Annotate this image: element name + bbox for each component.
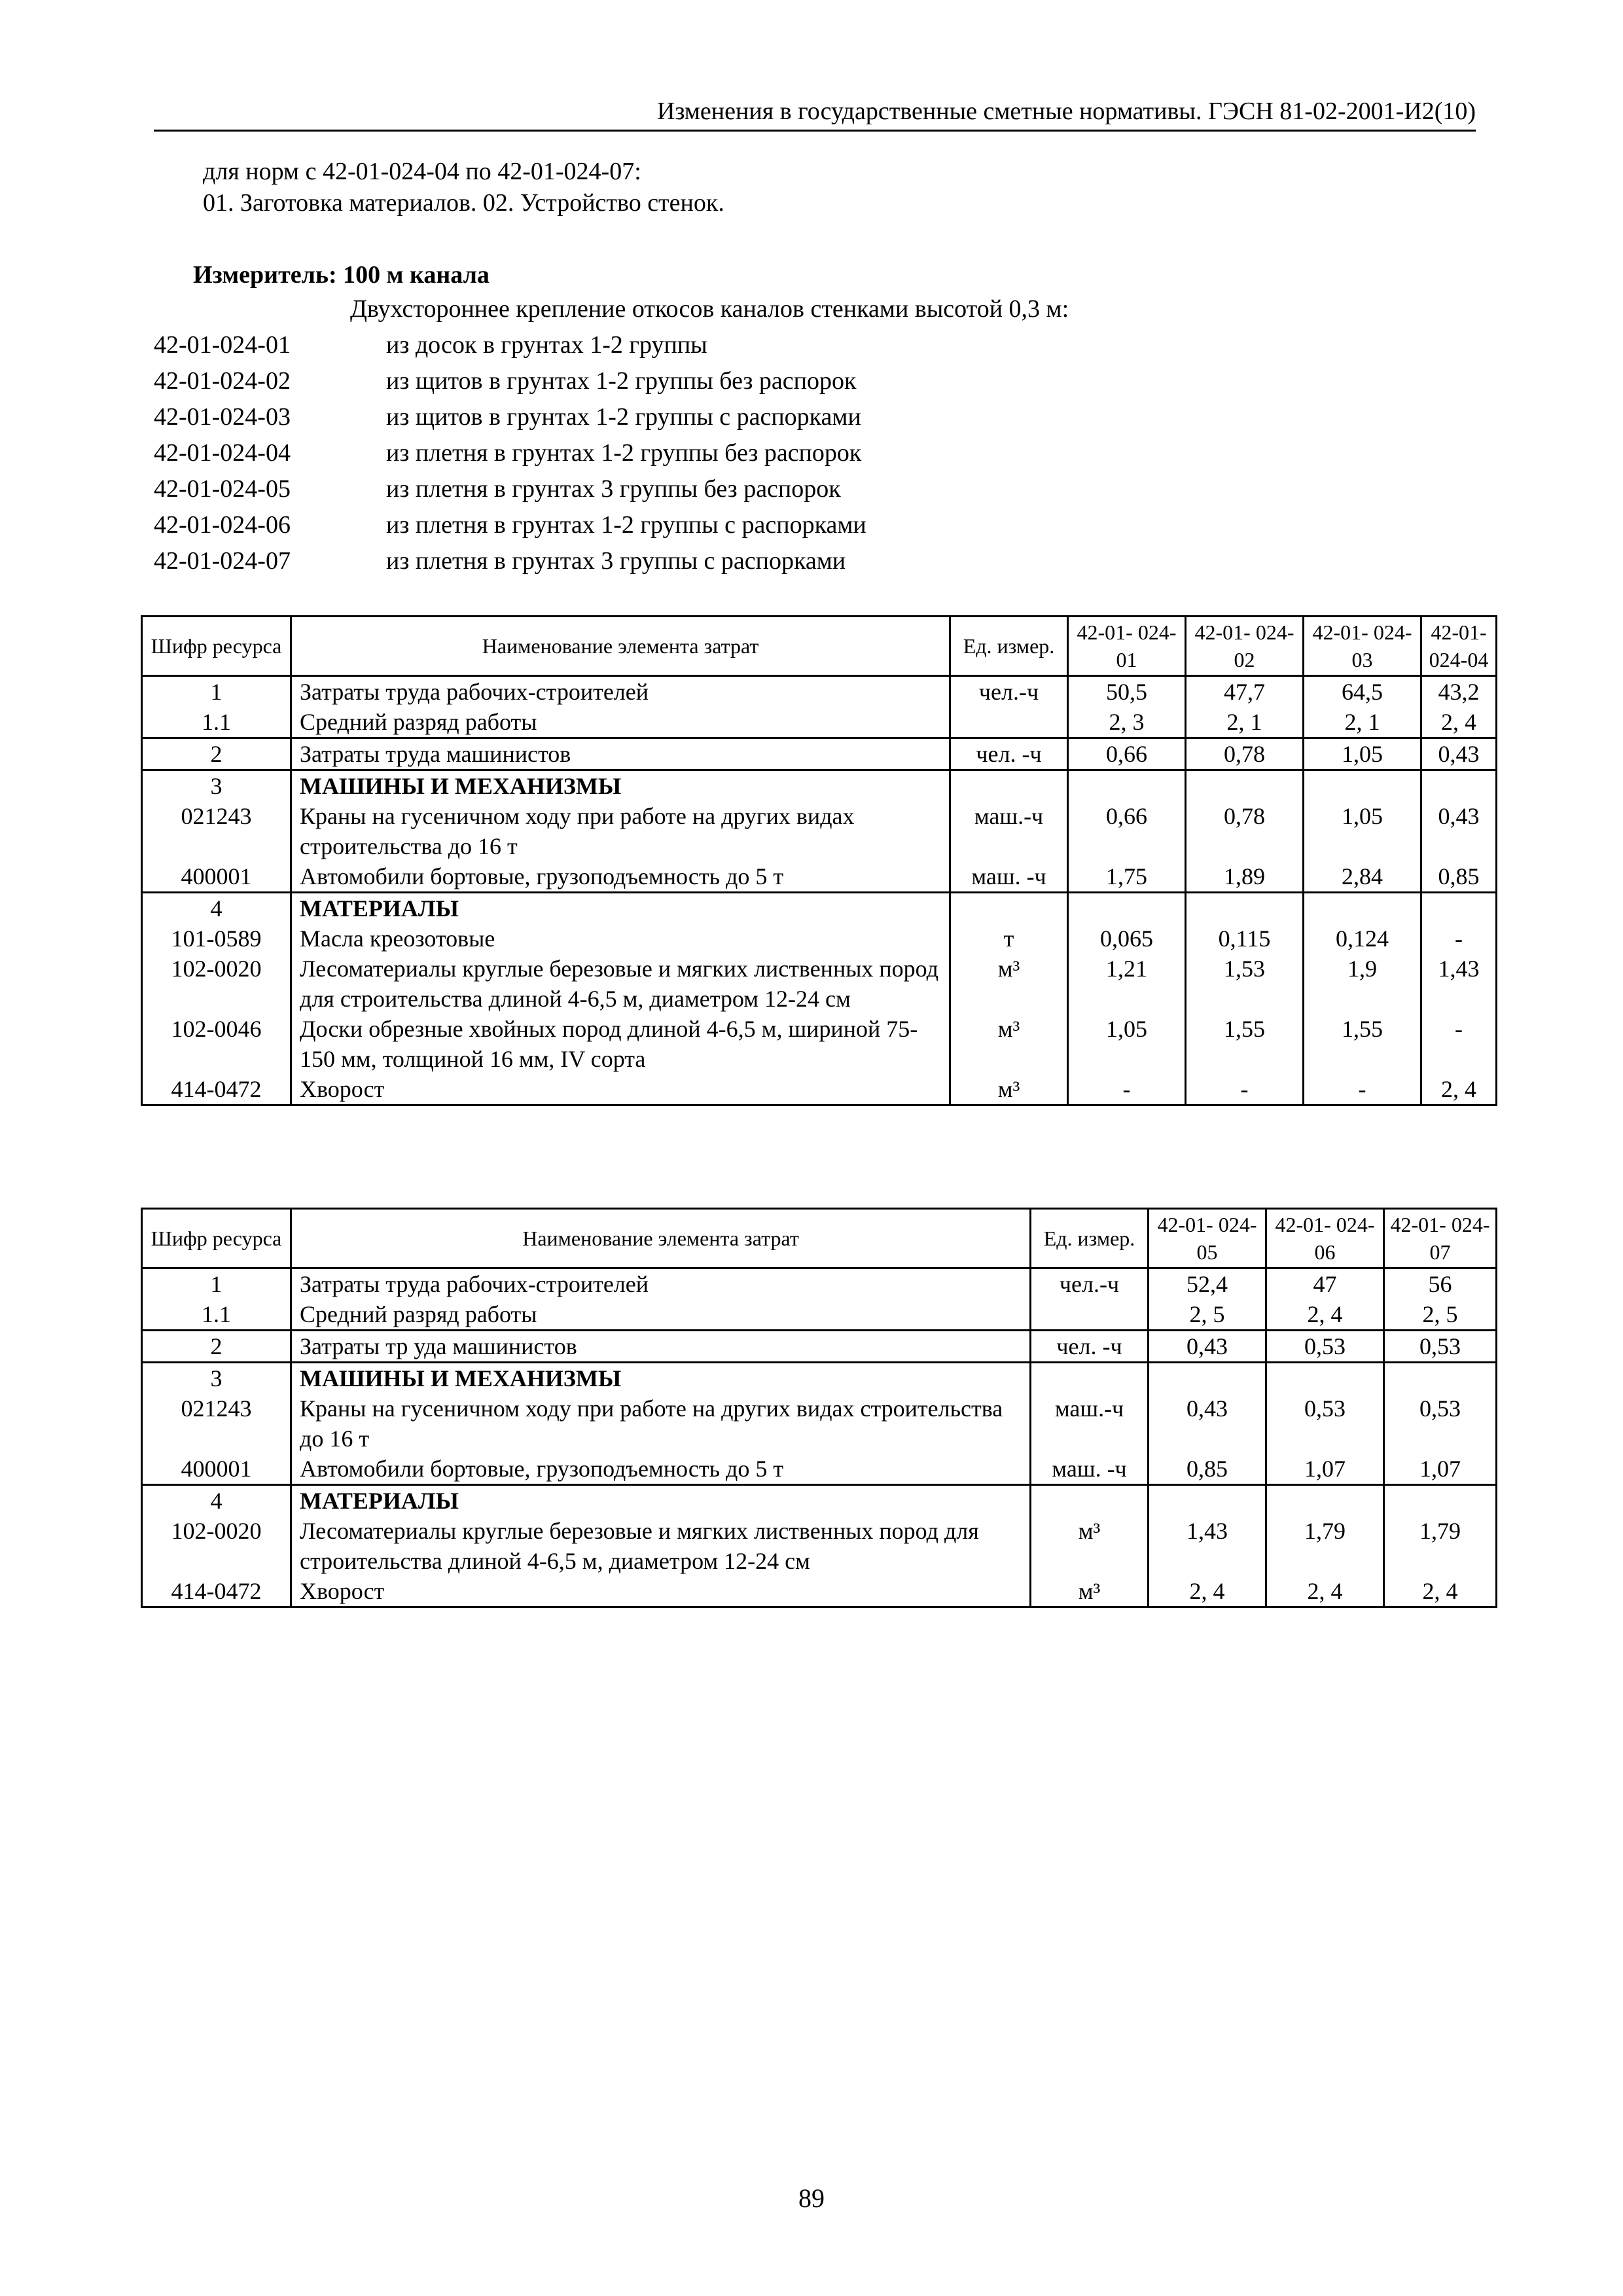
cell-value: 2, 1 bbox=[1186, 707, 1304, 738]
cell-value: - bbox=[1304, 1074, 1421, 1105]
subtitle: Двухстороннее крепление откосов каналов стенками высотой 0,3 м: bbox=[350, 295, 1069, 323]
cell-value: 1,79 bbox=[1384, 1516, 1497, 1576]
cell-value: 2, 1 bbox=[1304, 707, 1421, 738]
cell-unit: чел. -ч bbox=[950, 738, 1068, 770]
header-unit: Ед. измер. bbox=[1031, 1209, 1149, 1268]
cell-name: Хворост bbox=[291, 1074, 950, 1105]
cell-value: 0,78 bbox=[1186, 738, 1304, 770]
cell-code: 1 bbox=[142, 1268, 291, 1300]
table-row bbox=[142, 1576, 1497, 1607]
cell-value: 1,79 bbox=[1266, 1516, 1384, 1576]
cell-value: 0,66 bbox=[1068, 738, 1186, 770]
cell-value: 2, 4 bbox=[1266, 1299, 1384, 1331]
table-row bbox=[142, 738, 1497, 770]
cell-value: 47,7 bbox=[1186, 676, 1304, 708]
header-norm: 42-01- 024-03 bbox=[1304, 617, 1421, 676]
cell-value: 0,43 bbox=[1149, 1393, 1266, 1454]
norm-code: 42-01-024-05 bbox=[154, 475, 291, 503]
cell-code: 2 bbox=[142, 1331, 291, 1363]
norm-desc: из плетня в грунтах 3 группы без распорок bbox=[386, 475, 841, 503]
table-row bbox=[142, 1393, 1497, 1454]
cell-code: 3 bbox=[142, 1363, 291, 1394]
cell-code: 101-0589 bbox=[142, 924, 291, 954]
cell-value: 2, 4 bbox=[1149, 1576, 1266, 1607]
running-header: Изменения в государственные сметные нормативы. ГЭСН 81-02-2001-И2(10) bbox=[154, 98, 1476, 132]
cell-value: - bbox=[1186, 1074, 1304, 1105]
cell-value: 1,43 bbox=[1421, 954, 1497, 1014]
header-norm: 42-01- 024-01 bbox=[1068, 617, 1186, 676]
cell-name: Доски обрезные хвойных пород длиной 4-6,5 м, шириной 75-150 мм, толщиной 16 мм, IV сорта bbox=[291, 1014, 950, 1074]
cell-value: 43,2 bbox=[1421, 676, 1497, 708]
cell-value: 0,53 bbox=[1384, 1393, 1497, 1454]
cell-name: Хворост bbox=[291, 1576, 1031, 1607]
cell-value: 2, 4 bbox=[1421, 1074, 1497, 1105]
cell-code: 400001 bbox=[142, 1454, 291, 1485]
cell-code: 1.1 bbox=[142, 1299, 291, 1331]
norm-code: 42-01-024-01 bbox=[154, 331, 291, 359]
norm-code: 42-01-024-04 bbox=[154, 439, 291, 467]
header-norm: 42-01- 024-04 bbox=[1421, 617, 1497, 676]
norm-desc: из щитов в грунтах 1-2 группы без распорок bbox=[386, 367, 857, 395]
cell-value: 2,84 bbox=[1304, 861, 1421, 893]
norm-desc: из плетня в грунтах 1-2 группы с распорками bbox=[386, 511, 866, 539]
cell-value: 0,53 bbox=[1266, 1331, 1384, 1363]
cell-code: 1.1 bbox=[142, 707, 291, 738]
norm-desc: из щитов в грунтах 1-2 группы с распорками bbox=[386, 403, 861, 431]
section-heading: МАШИНЫ И МЕХАНИЗМЫ bbox=[291, 1363, 1031, 1394]
table-row bbox=[142, 893, 1497, 924]
cell-value: 0,85 bbox=[1149, 1454, 1266, 1485]
cell-value: - bbox=[1068, 1074, 1186, 1105]
table-row bbox=[142, 954, 1497, 1014]
cell-unit: маш. -ч bbox=[1031, 1454, 1149, 1485]
cell-unit: чел. -ч bbox=[1031, 1331, 1149, 1363]
cell-name: Затраты труда рабочих-строителей bbox=[291, 676, 950, 708]
header-norm: 42-01- 024-06 bbox=[1266, 1209, 1384, 1268]
header-name: Наименование элемента затрат bbox=[291, 1209, 1031, 1268]
cell-name: Лесоматериалы круглые березовые и мягких лиственных пород для строительства длиной 4-6,5 м, диаметром 12-24 см bbox=[291, 954, 950, 1014]
header-name: Наименование элемента затрат bbox=[291, 617, 950, 676]
table-row bbox=[142, 801, 1497, 861]
table-row bbox=[142, 1074, 1497, 1105]
cell-value: 1,55 bbox=[1186, 1014, 1304, 1074]
cell-value: 0,115 bbox=[1186, 924, 1304, 954]
norm-desc: из досок в грунтах 1-2 группы bbox=[386, 331, 707, 359]
table-row bbox=[142, 1331, 1497, 1363]
cell-value: 2, 5 bbox=[1149, 1299, 1266, 1331]
cell-unit: м³ bbox=[1031, 1516, 1149, 1576]
cell-name: Краны на гусеничном ходу при работе на других видах строительства до 16 т bbox=[291, 801, 950, 861]
cell-code: 414-0472 bbox=[142, 1576, 291, 1607]
cell-unit: маш.-ч bbox=[950, 801, 1068, 861]
cell-value: 0,78 bbox=[1186, 801, 1304, 861]
cell-value: 50,5 bbox=[1068, 676, 1186, 708]
cell-value: 1,53 bbox=[1186, 954, 1304, 1014]
table-row bbox=[142, 1454, 1497, 1485]
cell-value: 52,4 bbox=[1149, 1268, 1266, 1300]
cell-value: 0,53 bbox=[1266, 1393, 1384, 1454]
cell-code: 021243 bbox=[142, 1393, 291, 1454]
cell-value: 1,07 bbox=[1384, 1454, 1497, 1485]
cell-value: 2, 4 bbox=[1421, 707, 1497, 738]
cell-value: 0,43 bbox=[1149, 1331, 1266, 1363]
cell-code: 4 bbox=[142, 1485, 291, 1516]
cell-code: 102-0020 bbox=[142, 954, 291, 1014]
norm-code: 42-01-024-03 bbox=[154, 403, 291, 431]
table-row bbox=[142, 861, 1497, 893]
cell-name: Затраты труда машинистов bbox=[291, 738, 950, 770]
cell-value: 1,43 bbox=[1149, 1516, 1266, 1576]
cell-unit bbox=[950, 707, 1068, 738]
header-norm: 42-01- 024-02 bbox=[1186, 617, 1304, 676]
cell-unit: т bbox=[950, 924, 1068, 954]
resource-table-2 bbox=[141, 1208, 1497, 1608]
cell-code: 414-0472 bbox=[142, 1074, 291, 1105]
cell-unit: чел.-ч bbox=[1031, 1268, 1149, 1300]
header-unit: Ед. измер. bbox=[950, 617, 1068, 676]
cell-name: Автомобили бортовые, грузоподъемность до 5 т bbox=[291, 1454, 1031, 1485]
cell-name: Лесоматериалы круглые березовые и мягких лиственных пород для строительства длиной 4-6,5 м, диаметром 12-24 см bbox=[291, 1516, 1031, 1576]
cell-unit: м³ bbox=[950, 1074, 1068, 1105]
cell-code: 400001 bbox=[142, 861, 291, 893]
section-heading: МАТЕРИАЛЫ bbox=[291, 1485, 1031, 1516]
table-row bbox=[142, 707, 1497, 738]
cell-code: 1 bbox=[142, 676, 291, 708]
cell-value: 0,43 bbox=[1421, 738, 1497, 770]
norm-desc: из плетня в грунтах 1-2 группы без распорок bbox=[386, 439, 862, 467]
cell-value: 1,9 bbox=[1304, 954, 1421, 1014]
cell-code: 3 bbox=[142, 770, 291, 802]
table-row bbox=[142, 1299, 1497, 1331]
resource-table-1 bbox=[141, 615, 1497, 1106]
table-row bbox=[142, 770, 1497, 802]
cell-value: 1,75 bbox=[1068, 861, 1186, 893]
cell-value: 2, 5 bbox=[1384, 1299, 1497, 1331]
cell-value: 2, 3 bbox=[1068, 707, 1186, 738]
cell-value: 56 bbox=[1384, 1268, 1497, 1300]
page-number: 89 bbox=[798, 2183, 825, 2213]
cell-value: 47 bbox=[1266, 1268, 1384, 1300]
header-code: Шифр ресурса bbox=[142, 617, 291, 676]
cell-value: 1,05 bbox=[1068, 1014, 1186, 1074]
table-row bbox=[142, 1268, 1497, 1300]
cell-value: 0,85 bbox=[1421, 861, 1497, 893]
header-norm: 42-01- 024-05 bbox=[1149, 1209, 1266, 1268]
cell-value: 1,05 bbox=[1304, 738, 1421, 770]
table-row bbox=[142, 1014, 1497, 1074]
cell-value: 1,21 bbox=[1068, 954, 1186, 1014]
table-row bbox=[142, 1485, 1497, 1516]
cell-name: Масла креозотовые bbox=[291, 924, 950, 954]
table-row bbox=[142, 676, 1497, 708]
cell-unit: маш. -ч bbox=[950, 861, 1068, 893]
cell-unit bbox=[1031, 1299, 1149, 1331]
table-row bbox=[142, 1516, 1497, 1576]
cell-code: 102-0020 bbox=[142, 1516, 291, 1576]
cell-unit: м³ bbox=[950, 954, 1068, 1014]
cell-value: 1,89 bbox=[1186, 861, 1304, 893]
cell-value: 1,55 bbox=[1304, 1014, 1421, 1074]
cell-code: 021243 bbox=[142, 801, 291, 861]
cell-name: Средний разряд работы bbox=[291, 1299, 1031, 1331]
section-heading: МАТЕРИАЛЫ bbox=[291, 893, 950, 924]
cell-unit: м³ bbox=[1031, 1576, 1149, 1607]
cell-value: 1,07 bbox=[1266, 1454, 1384, 1485]
norm-code: 42-01-024-02 bbox=[154, 367, 291, 395]
section-heading: МАШИНЫ И МЕХАНИЗМЫ bbox=[291, 770, 950, 802]
cell-value: 64,5 bbox=[1304, 676, 1421, 708]
cell-value: 0,124 bbox=[1304, 924, 1421, 954]
cell-value: 2, 4 bbox=[1384, 1576, 1497, 1607]
intro-line-2: 01. Заготовка материалов. 02. Устройство стенок. bbox=[203, 189, 724, 217]
cell-value: 0,43 bbox=[1421, 801, 1497, 861]
cell-value: 2, 4 bbox=[1266, 1576, 1384, 1607]
cell-value: - bbox=[1421, 1014, 1497, 1074]
cell-value: 0,065 bbox=[1068, 924, 1186, 954]
table-row bbox=[142, 1363, 1497, 1394]
cell-value: - bbox=[1421, 924, 1497, 954]
cell-unit: маш.-ч bbox=[1031, 1393, 1149, 1454]
cell-name: Автомобили бортовые, грузоподъемность до 5 т bbox=[291, 861, 950, 893]
cell-unit: чел.-ч bbox=[950, 676, 1068, 708]
norm-desc: из плетня в грунтах 3 группы с распорками bbox=[386, 547, 846, 575]
meter-heading: Измеритель: 100 м канала bbox=[193, 261, 490, 289]
intro-line-1: для норм с 42-01-024-04 по 42-01-024-07: bbox=[203, 158, 641, 185]
cell-unit: м³ bbox=[950, 1014, 1068, 1074]
cell-value: 0,66 bbox=[1068, 801, 1186, 861]
header-norm: 42-01- 024-07 bbox=[1384, 1209, 1497, 1268]
cell-code: 4 bbox=[142, 893, 291, 924]
norm-code: 42-01-024-06 bbox=[154, 511, 291, 539]
cell-code: 102-0046 bbox=[142, 1014, 291, 1074]
cell-value: 1,05 bbox=[1304, 801, 1421, 861]
norm-code: 42-01-024-07 bbox=[154, 547, 291, 575]
cell-name: Средний разряд работы bbox=[291, 707, 950, 738]
cell-name: Затраты труда рабочих-строителей bbox=[291, 1268, 1031, 1300]
table-row bbox=[142, 924, 1497, 954]
cell-name: Краны на гусеничном ходу при работе на других видах строительства до 16 т bbox=[291, 1393, 1031, 1454]
cell-name: Затраты тр уда машинистов bbox=[291, 1331, 1031, 1363]
cell-code: 2 bbox=[142, 738, 291, 770]
cell-value: 0,53 bbox=[1384, 1331, 1497, 1363]
header-code: Шифр ресурса bbox=[142, 1209, 291, 1268]
